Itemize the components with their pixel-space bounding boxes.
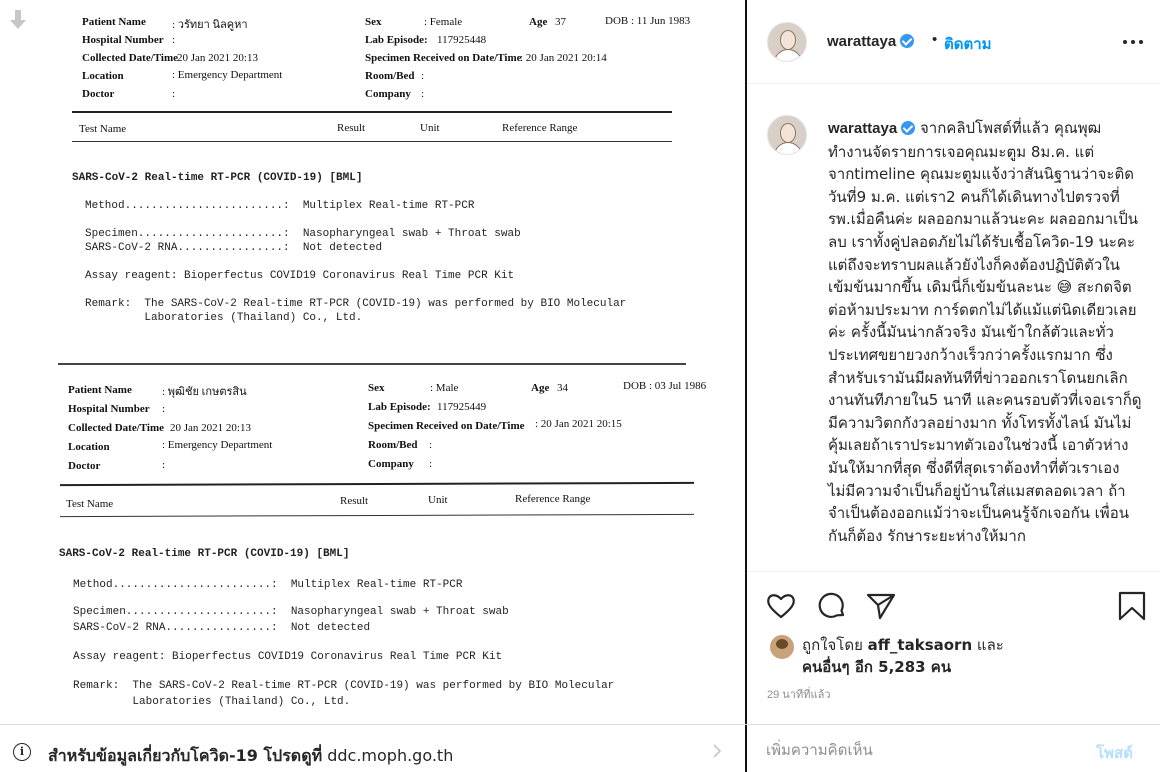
covid-info-banner[interactable] <box>0 725 745 772</box>
avatar[interactable] <box>767 22 807 62</box>
header-username[interactable] <box>827 33 914 50</box>
doctor-label: Doctor <box>68 460 101 472</box>
liked-by-prefix: ถูกใจโดย <box>802 636 863 654</box>
room-bed-value: : <box>429 439 433 451</box>
doctor-value: : <box>172 88 176 100</box>
post-header <box>747 0 1160 84</box>
patient-name-label: Patient Name <box>68 384 132 396</box>
method-line: Method........................: Multiplex Real-time RT-PCR <box>85 200 475 212</box>
company-value: : <box>421 88 425 100</box>
info-link[interactable]: ddc.moph.go.th <box>327 746 454 765</box>
company-label: Company <box>368 458 414 470</box>
remark-line-2: Laboratories (Thailand) Co., Ltd. <box>73 696 351 708</box>
username-text[interactable]: warattaya <box>827 33 897 50</box>
bottom-bar <box>0 724 1160 772</box>
room-bed-label: Room/Bed <box>368 439 418 451</box>
liked-by <box>802 633 1004 657</box>
covid-info-text[interactable] <box>48 744 453 769</box>
collected-label: Collected Date/Time <box>68 422 165 434</box>
remark-line-1: Remark: The SARS-CoV-2 Real-time RT-PCR (COVID-19) was performed by BIO Molecular <box>73 680 615 692</box>
separator-dot: • <box>932 31 938 48</box>
col-reference: Reference Range <box>502 122 578 134</box>
comment-input[interactable] <box>766 737 1066 763</box>
col-reference: Reference Range <box>515 493 591 505</box>
age-label: Age <box>531 382 550 394</box>
share-icon[interactable] <box>865 590 897 622</box>
lab-report-2 <box>0 370 745 724</box>
chevron-right-icon[interactable] <box>712 744 722 758</box>
lab-episode-value: 117925449 <box>437 401 487 413</box>
rna-line: SARS-CoV-2 RNA................: Not detected <box>73 622 371 634</box>
lab-episode-label: Lab Episode: <box>365 34 428 46</box>
company-label: Company <box>365 88 411 100</box>
specimen-received-label: Specimen Received on Date/Time <box>365 52 522 64</box>
col-unit: Unit <box>428 494 448 506</box>
caption <box>828 117 1144 547</box>
room-bed-label: Room/Bed <box>365 70 415 82</box>
location-label: Location <box>68 441 110 453</box>
sex-label: Sex <box>365 16 382 28</box>
post-comment-button[interactable]: โพสต์ <box>1096 741 1133 765</box>
heart-icon[interactable] <box>765 590 797 622</box>
info-prefix: สำหรับข้อมูลเกี่ยวกับโควิด-19 โปรดดูที่ <box>48 746 323 765</box>
age-value: 34 <box>557 382 568 394</box>
doctor-value: : <box>162 459 166 471</box>
col-test-name: Test Name <box>66 498 114 510</box>
sex-value: : Male <box>430 382 459 394</box>
specimen-received-value: : 20 Jan 2021 20:15 <box>535 418 622 430</box>
rna-line: SARS-CoV-2 RNA................: Not detected <box>85 242 383 254</box>
report-divider <box>58 363 686 365</box>
sex-value: : Female <box>424 16 463 28</box>
report-rule <box>60 514 694 517</box>
specimen-line: Specimen......................: Nasopharyngeal swab + Throat swab <box>73 606 509 618</box>
info-icon: i <box>13 743 31 761</box>
age-label: Age <box>529 16 548 28</box>
col-result: Result <box>337 122 366 134</box>
liked-by-user[interactable]: aff_taksaorn <box>867 636 973 654</box>
save-bookmark-icon[interactable] <box>1116 590 1148 622</box>
liked-by-and: และ <box>976 636 1004 654</box>
specimen-line: Specimen......................: Nasopharyngeal swab + Throat swab <box>85 228 521 240</box>
follow-button[interactable]: ติดตาม <box>944 36 992 53</box>
lab-report-1 <box>0 0 745 360</box>
remark-line-2: Laboratories (Thailand) Co., Ltd. <box>85 312 363 324</box>
room-bed-value: : <box>421 70 425 82</box>
location-value: : Emergency Department <box>162 439 273 451</box>
lab-episode-value: 117925448 <box>437 34 487 46</box>
hospital-number-value: : <box>162 403 166 415</box>
assay-line: Assay reagent: Bioperfectus COVID19 Coronavirus Real Time PCR Kit <box>73 651 503 663</box>
post-actions <box>747 571 1160 724</box>
avatar[interactable] <box>767 115 807 155</box>
collected-label: Collected Date/Time <box>82 52 179 64</box>
hospital-number-label: Hospital Number <box>68 403 150 415</box>
likes-count[interactable]: คนอื่นๆ อีก 5,283 คน <box>802 658 952 676</box>
report-rule <box>72 111 672 113</box>
dob-value: DOB : 03 Jul 1986 <box>623 380 707 392</box>
post-timestamp[interactable]: 29 นาทีที่แล้ว <box>767 689 831 701</box>
col-result: Result <box>340 495 369 507</box>
more-options-icon[interactable] <box>1123 40 1143 44</box>
doctor-label: Doctor <box>82 88 115 100</box>
location-label: Location <box>82 70 124 82</box>
post-side-panel <box>747 0 1160 724</box>
test-title: SARS-CoV-2 Real-time RT-PCR (COVID-19) [BML] <box>59 548 350 560</box>
verified-icon <box>900 34 914 48</box>
hospital-number-value: : <box>172 34 176 46</box>
caption-username[interactable]: warattaya <box>828 120 898 137</box>
location-value: : Emergency Department <box>172 69 283 81</box>
pane-divider <box>745 725 747 772</box>
liker-avatar[interactable] <box>769 634 795 660</box>
assay-line: Assay reagent: Bioperfectus COVID19 Coronavirus Real Time PCR Kit <box>85 270 515 282</box>
remark-line-1: Remark: The SARS-CoV-2 Real-time RT-PCR (COVID-19) was performed by BIO Molecular <box>85 298 627 310</box>
method-line: Method........................: Multiplex Real-time RT-PCR <box>73 579 463 591</box>
patient-name-label: Patient Name <box>82 16 146 28</box>
age-value: 37 <box>555 16 566 28</box>
patient-name-value: : พุฒิชัย เกษตรสิน <box>162 386 247 398</box>
specimen-received-label: Specimen Received on Date/Time <box>368 420 525 432</box>
collected-value: 20 Jan 2021 20:13 <box>170 422 251 434</box>
specimen-received-value: : 20 Jan 2021 20:14 <box>520 52 607 64</box>
patient-name-value: : วรัทยา นิลคูหา <box>172 19 248 31</box>
col-test-name: Test Name <box>79 123 127 135</box>
report-rule <box>72 141 672 142</box>
verified-icon <box>901 121 915 135</box>
sex-label: Sex <box>368 382 385 394</box>
company-value: : <box>429 458 433 470</box>
col-unit: Unit <box>420 122 440 134</box>
collected-value: 20 Jan 2021 20:13 <box>177 52 258 64</box>
hospital-number-label: Hospital Number <box>82 34 164 46</box>
comment-icon[interactable] <box>816 590 848 622</box>
caption-scroll-area[interactable] <box>747 85 1160 571</box>
caption-body: จากคลิปโพสต์ที่แล้ว คุณพุฒทำงานจัดรายการเจอคุณมะตูม 8ม.ค. แต่จากtimeline คุณมะตูมแจ้งว่าสันนิฐานว่าจะติดวันที่9 ม.ค. แต่เรา2 คนก็ได้เดินทางไปตรวจที่รพ.เมื่อคืนค่ะ ผลออกมาแล้วนะคะ ผลออกมาเป็นลบ เราทั้งคู่ปลอดภัยไม่ได้รับเชื้อโควิด-19 นะคะ แต่ถึงจะทราบผลแล้วยังไงก็คงต้องปฏิบัติตัวในเข้มข้นมากขึ้น เดิมนี่ก็เข้มข้นละนะ 😅 สะกดจิตต่อห้ามประมาท การ์ดตกไม่ได้แม้แต่นิดเดียวเลยค่ะ ครั้งนี้มันน่ากลัวจริง มันเข้าใกล้ตัวและทั่วประเทศขยายวงกว้างเร็วกว่าครั้งแรกมาก ซึ่งสำหรับเรามันมีผลทันทีที่ข่าวออกเราโดนยกเลิกงานทันทีภายใน5 นาที และคนรอบตัวที่เจอเราก็ดูมีความวิตกกังวลอย่างมาก ทั้งโทรทั้งไลน์ มันไม่คุ้มเลยถ้าเราประมาทตัวเองในช่วงนี้ เอาตัวห่างมันให้มากที่สุด ซึ่งดีที่สุดเราต้องทำที่ตัวเราเอง ไม่มีความจำเป็นก็อยู่บ้านใส่แมสตลอดเวลา ถ้าจำเป็นต้องออกแม้ว่าจะเป็นคนรู้จักเจอกัน เพื่อนกันก็ต้อง รักษาระยะห่างให้มาก <box>828 119 1142 545</box>
test-title: SARS-CoV-2 Real-time RT-PCR (COVID-19) [BML] <box>72 172 363 184</box>
report-rule <box>60 482 694 486</box>
dob-value: DOB : 11 Jun 1983 <box>605 15 691 27</box>
lab-episode-label: Lab Episode: <box>368 401 431 413</box>
